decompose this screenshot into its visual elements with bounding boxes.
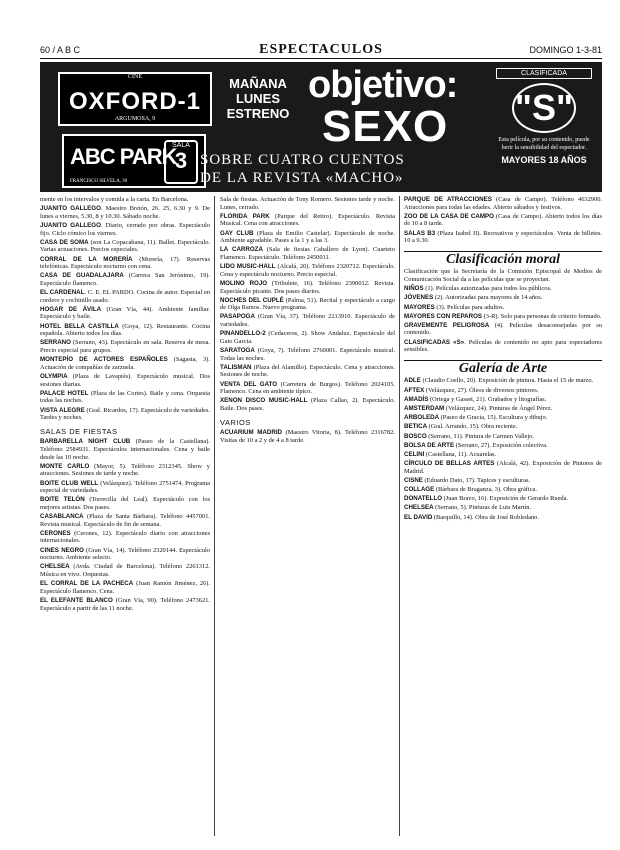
rating-s-badge: "S"	[512, 83, 576, 133]
issue-date: DOMINGO 1-3-81	[529, 45, 602, 55]
listing: JÓVENES (2). Autorizadas para mayores de 14 años.	[404, 294, 543, 302]
listing: VENTA DEL GATO (Carretera de Burgos). Teléfono 2024105. Flamenco. Cena en ambiente típico.	[220, 380, 395, 396]
listing: COLLAGE (Bárbara de Braganza, 3). Obra gráfica.	[404, 486, 537, 494]
listing: GAY CLUB (Plaza de Emilio Castelar). Espectáculo de noche. Ambiente agradable. Pases a la 1 y a las 3.	[220, 229, 395, 245]
abcpark-cinema-box	[62, 134, 206, 188]
listing: ACUARIUM MADRID (Maestro Vitoria, 8). Teléfono 2316782. Visitas de 10 a 2 y de 4 a 8 tarde.	[220, 429, 395, 444]
abcpark-address: FRANCISCO SILVELA, 30	[70, 179, 128, 184]
listing: SARATOGA (Goya, 7). Teléfono 2760001. Espectáculo musical. Todas las noches.	[220, 347, 395, 362]
section-heading-varios: VARIOS	[220, 417, 251, 427]
listing: LIDO MUSIC-HALL (Alcalá, 20). Teléfono 2320712. Espectáculo. Cena y espectáculo nocturno. Precio especial.	[220, 263, 395, 278]
listing: MAYORES CON REPAROS (3-R). Solo para personas de criterio formado.	[404, 312, 602, 320]
listing: GRAVEMENTE PELIGROSA (4). Películas desaconsejadas por su contenido.	[404, 321, 602, 337]
listing: XENON DISCO MUSIC-HALL (Plaza Callao, 2). Espectáculo. Baile. Dos pases.	[220, 397, 395, 412]
oxford-address: ARGUMOSA, 9	[114, 116, 156, 122]
listing: HOGAR DE ÁVILA (Gran Vía, 44). Ambiente familiar. Espectáculo y baile.	[40, 305, 210, 321]
oxford-cinema-box	[58, 72, 212, 126]
listing: TALISMAN (Plaza del Alamillo). Espectáculo. Cena y atracciones. Sesiones de noche.	[220, 363, 395, 379]
listing: ZOO DE LA CASA DE CAMPO (Casa de Campo). Abierto todos los días de 10 a 8 tarde.	[404, 212, 602, 228]
page-header	[40, 42, 602, 59]
column-divider	[399, 196, 400, 836]
film-title-line1: objetivo:	[308, 64, 458, 106]
listing: CASABLANCA (Plaza de Santa Bárbara). Teléfono 4457001. Revista musical. Espectáculo de fin de semana.	[40, 513, 210, 528]
listing: FLORIDA PARK (Parque del Retiro). Espectáculo. Revista Musical. Cena con atracciones.	[220, 212, 395, 228]
sala-badge	[164, 140, 198, 184]
listing: MONTEPÍO DE ACTORES ESPAÑOLES (Sagasta, 3). Actuación de compañías de zarzuela.	[40, 356, 210, 371]
listing: BOITE CLUB WELL (Velázquez). Teléfono 2751474. Programa especial de variedades.	[40, 479, 210, 495]
listing: MOLINO ROJO (Tribulete, 16). Teléfono 2390012. Revista. Espectáculo picante. Dos pases diarios.	[220, 279, 395, 295]
listing: CASA DE GUADALAJARA (Carrera San Jerónimo, 19). Espectáculo flamenco.	[40, 272, 210, 287]
listing: JUANITO GALLEGO. Maestro Bretón, 26. 25, 6.30 y 9. De lunes a viernes, 5.30, 8 y 10.30. Sábado noche.	[40, 205, 210, 220]
age-limit: MAYORES 18 AÑOS	[501, 155, 587, 165]
rating-warning: Esta película, por su contenido, puede herir la sensibilidad del espectador.	[498, 137, 590, 151]
sala-label: SALA	[172, 142, 190, 149]
listing: LA CARROZA (Sala de fiestas Caballero de Lyon). Cuarteto Flamenco. Espectáculo. Teléfono 2450011.	[220, 246, 395, 261]
listing: CISNE (Eduardo Dato, 17). Tapices y esculturas.	[404, 476, 531, 484]
listing: AMADÍS (Ortega y Gasset, 21). Grabados y litografías.	[404, 395, 547, 403]
listings-column-3	[404, 196, 602, 832]
listing: BOLSA DE ARTE (Serrano, 27). Exposición colectiva.	[404, 441, 548, 449]
oxford-name: OXFORD-1	[68, 88, 201, 115]
rating-box	[496, 68, 592, 165]
listing: PARQUE DE ATRACCIONES (Casa de Campo). Teléfono 4632900. Atracciones para todas las edades. Abierto sábados y festivos.	[404, 196, 602, 211]
listing: BOITE TELÓN (Torrecilla del Leal). Espectáculo con los mejores artistas. Dos pases.	[40, 496, 210, 511]
listing: VISTA ALEGRE (Gral. Ricardos, 17). Espectáculo de variedades. Tardes y noches.	[40, 406, 210, 422]
rating-label: CLASIFICADA	[496, 68, 592, 79]
listing: CHELSEA (Avda. Ciudad de Barcelona). Teléfono 2261312. Música en vivo. Orquestas.	[40, 563, 210, 578]
film-title-line2: SEXO	[322, 102, 449, 151]
listing: CÍRCULO DE BELLAS ARTES (Alcalá, 42). Exposición de Pintores de Madrid.	[404, 460, 602, 475]
film-tagline-2: DE LA REVISTA «MACHO»	[200, 170, 404, 186]
listing: BOSCO (Serrano, 11). Pintura de Carmen Vallejo.	[404, 432, 535, 440]
listing: EL ELEFANTE BLANCO (Gran Vía, 90). Teléfono 2473621. Espectáculo a partir de las 11 noche.	[40, 596, 210, 612]
listing: JUANITO GALLEGO. Diario, cerrado por obras. Espectáculo fijo. Ciclo cómico los viernes.	[40, 221, 210, 237]
section-title: ESPECTACULOS	[259, 42, 383, 57]
listing: BARBARELLA NIGHT CLUB (Paseo de la Castellana). Teléfono 2584931. Espectáculos internacionales. Cena y baile desde las 10 noche.	[40, 438, 210, 461]
listing: SERRANO (Serrano, 43). Espectáculo en sala. Reserva de mesa. Precio especial para grupos.	[40, 339, 210, 355]
oxford-small-label: CINE	[128, 74, 142, 80]
listing: CLASIFICADAS «S». Películas de contenido no apto para espectadores sensibles.	[404, 338, 602, 354]
film-tagline-1: SOBRE CUATRO CUENTOS	[200, 152, 405, 168]
listing: PINANDELLO-2 (Cedaceros, 2). Show Andaluz. Espectáculo del Gato Garcia.	[220, 330, 395, 345]
listing: MAYORES (3). Películas para adultos.	[404, 303, 505, 311]
listing: NIÑOS (1). Películas autorizadas para todos los públicos.	[404, 285, 552, 293]
listing: CELINI (Castellana, 11). Acuarelas.	[404, 450, 497, 458]
listing: AFTEX (Velázquez, 27). Óleos de diversos pintores.	[404, 386, 539, 394]
film-advertisement	[40, 62, 602, 192]
listing: DONATELLO (Juan Bravo, 16). Exposición de Gerardo Rueda.	[404, 495, 569, 503]
listing: NOCHES DEL CUPLÉ (Palma, 51). Recital y espectáculo a cargo de Olga Ramos. Nuevo programa.	[220, 296, 395, 312]
listing: AMSTERDAM (Velázquez, 24). Pinturas de Ángel Pérez.	[404, 405, 553, 412]
listing: SALAS B3 (Plaza Isabel II). Recreativos y espectáculos. Venta de billetes. 10 a 9.30.	[404, 229, 602, 245]
listing: CERONES (Cerones, 12). Espectáculo diario con atracciones internacionales.	[40, 529, 210, 545]
listing: CHELSEA (Serrano, 5). Pinturas de Luis Martín.	[404, 504, 532, 512]
page-number: 60 / A B C	[40, 45, 81, 55]
heading-galeria-de-arte: Galería de Arte	[404, 360, 602, 373]
listings-column-2	[220, 196, 395, 832]
listing: Sala de fiestas. Actuación de Tony Romero. Sesiones tarde y noche. Lunes, cerrado.	[220, 196, 395, 211]
column-divider	[214, 196, 215, 836]
listing: MONTE CARLO (Mayor, 5). Teléfono 2312345. Show y atracciones. Sesiones de tarde y noche.	[40, 462, 210, 478]
listing: PALACE HOTEL (Plaza de las Cortes). Baile y cena. Orquesta todas las noches.	[40, 389, 210, 405]
listing: mente en los intervalos y comida a la carta. En Barcelona.	[40, 196, 189, 203]
listing: EL DAVID (Barquillo, 14). Obra de José Robledano.	[404, 513, 539, 521]
heading-clasificacion-moral: Clasificación moral	[404, 251, 602, 264]
listing: BETICA (Gral. Arrando, 15). Obra reciente.	[404, 423, 518, 431]
listings-column-1	[40, 196, 210, 832]
section-heading-salas: SALAS DE FIESTAS	[40, 426, 118, 436]
listing: EL CORRAL DE LA PACHECA (Juan Ramón Jiménez, 26). Espectáculo flamenco. Cena.	[40, 580, 210, 595]
listing: CORRAL DE LA MORERÍA (Morería, 17). Reservas telefónicas. Espectáculo nocturno con cena.	[40, 255, 210, 271]
listing: OLYMPIA (Plaza de Lavapiés). Espectáculo musical. Dos sesiones diarias.	[40, 373, 210, 388]
listing: Clasificación que la Secretaría de la Comisión Episcopal de Medios de Comunicación Social da a las películas que se proyectan.	[404, 268, 602, 283]
listing: ARBOLEDA (Paseo de Gracia, 15). Escultura y dibujo.	[404, 414, 548, 422]
listing: CINES NEGRO (Gran Vía, 14). Teléfono 2320144. Espectáculo nocturno. Ambiente selecto.	[40, 546, 210, 562]
listing: ADLE (Claudio Coello, 20). Exposición de pintura. Hasta el 15 de marzo.	[404, 377, 594, 385]
listing: EL CARDENAL. C. E. EL PARDO. Cocina de autor. Especial en cordero y cochinillo asado.	[40, 289, 210, 304]
sala-number: 3	[174, 148, 188, 173]
listing: PASAPOGA (Gran Vía, 37). Teléfono 2213910. Espectáculo de variedades.	[220, 313, 395, 329]
listing: HOTEL BELLA CASTILLA (Goya, 12). Restaurante. Cocina española. Abierto todos los días.	[40, 322, 210, 338]
abcpark-name: ABC PARK	[70, 144, 177, 169]
listing: CASA DE SOMA (son La Copacabana, 11). Ballet. Espectáculo. Varias actuaciones. Precios especiales.	[40, 238, 210, 254]
premiere-notice: MAÑANA LUNES ESTRENO	[226, 76, 290, 121]
